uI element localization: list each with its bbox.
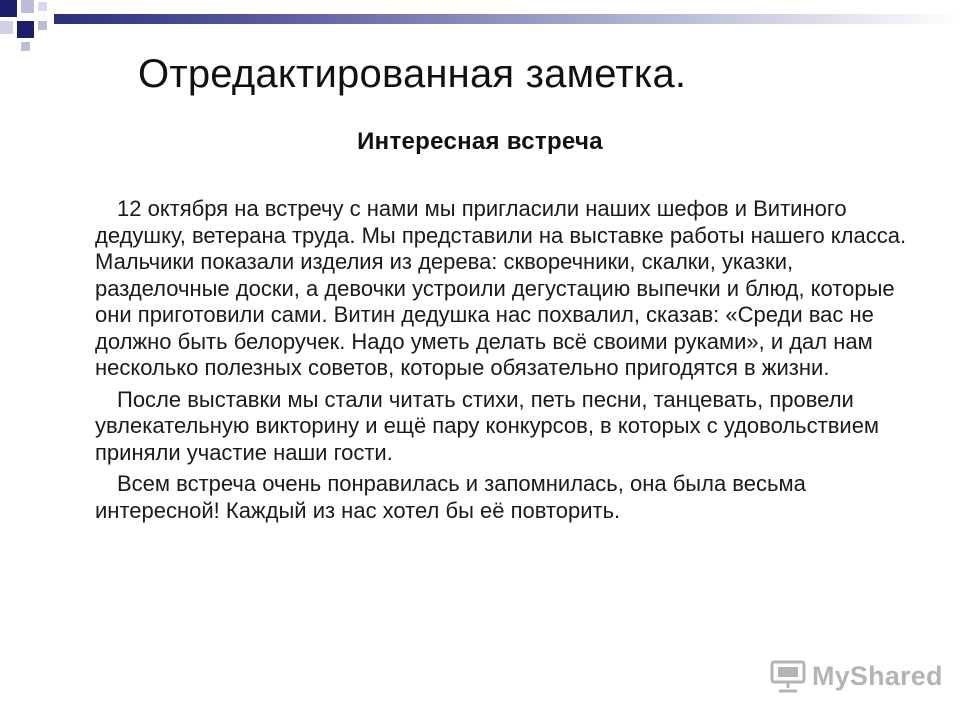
note-body — [95, 196, 915, 529]
myshared-watermark — [770, 656, 943, 696]
note-paragraph: Всем встреча очень понравилась и запомнилась, она была весьма интересной! Каждый из нас хотел бы её повторить. — [95, 471, 806, 523]
slide-title: Отредактированная заметка. — [138, 52, 687, 96]
note-title: Интересная встреча — [357, 128, 603, 155]
presentation-screen-icon — [770, 659, 806, 693]
header-gradient-bar — [54, 14, 960, 24]
decor-square — [0, 21, 13, 34]
decor-square — [21, 0, 34, 13]
decor-square — [38, 21, 47, 30]
decor-square — [21, 42, 30, 51]
decor-square — [17, 21, 34, 38]
note-paragraph: 12 октября на встречу с нами мы пригласили наших шефов и Витиного дедушку, ветерана труда. Мы представили на выставке работы нашего класса. Мальчики показали изделия из дерева: скворечники, скалки, указки, разделочные доски, а девочки устроили дегустацию выпечки и блюд, которые они приготовили сами. Витин дедушка нас похвалил, сказав: «Среди вас не должно быть белоручек. Надо уметь делать всё своими руками», и дал нам несколько полезных советов, которые обязательно пригодятся в жизни. — [95, 196, 907, 380]
watermark-text: MyShared — [812, 660, 943, 691]
decor-square — [38, 2, 47, 11]
decor-square — [0, 0, 17, 17]
note-paragraph: После выставки мы стали читать стихи, петь песни, танцевать, провели увлекательную викторину и ещё пару конкурсов, в которых с удовольствием приняли участие наши гости. — [95, 386, 880, 465]
